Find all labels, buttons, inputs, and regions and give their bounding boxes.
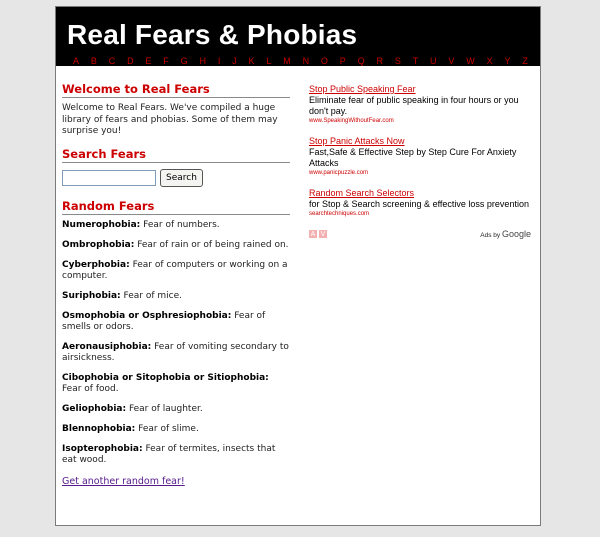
fear-item: [62, 260, 290, 282]
alpha-link-o[interactable]: O: [320, 56, 328, 66]
ad-item: [309, 136, 531, 177]
alpha-link-w[interactable]: W: [466, 56, 475, 66]
ad-prev-icon[interactable]: A: [310, 230, 316, 238]
alphabet-nav: [73, 56, 528, 66]
ads-by-google[interactable]: [480, 229, 531, 239]
fear-item: [62, 424, 290, 435]
ad-item: [309, 188, 531, 218]
alpha-link-d[interactable]: D: [127, 56, 134, 66]
search-form: [62, 169, 290, 187]
alpha-link-r[interactable]: R: [376, 56, 383, 66]
fear-item: [62, 444, 290, 466]
ads-list: [309, 84, 531, 218]
alpha-link-p[interactable]: P: [339, 56, 346, 66]
fear-description: Fear of numbers.: [140, 219, 220, 230]
ad-text: Eliminate fear of public speaking in four hours or you don't pay.: [309, 95, 519, 116]
random-fears-list: [62, 220, 290, 466]
fear-name[interactable]: Suriphobia:: [62, 290, 121, 301]
search-button[interactable]: Search: [160, 169, 203, 187]
alpha-link-s[interactable]: S: [394, 56, 401, 66]
alpha-link-v[interactable]: V: [448, 56, 455, 66]
fear-name[interactable]: Blennophobia:: [62, 423, 136, 434]
alpha-link-z[interactable]: Z: [522, 56, 528, 66]
ad-title-link[interactable]: Stop Public Speaking Fear: [309, 84, 416, 94]
fear-name[interactable]: Osmophobia or Osphresiophobia:: [62, 310, 232, 321]
fear-description: Fear of smells or odors.: [62, 310, 266, 332]
fear-item: [62, 311, 290, 333]
random-fears-heading: Random Fears: [62, 199, 290, 215]
fear-name[interactable]: Isopterophobia:: [62, 443, 143, 454]
alpha-link-f[interactable]: F: [163, 56, 169, 66]
ad-url[interactable]: searchtechniques.com: [309, 211, 370, 217]
google-logo: Google: [501, 229, 531, 239]
fear-description: Fear of vomiting secondary to airsickness.: [62, 341, 289, 363]
fear-description: Fear of food.: [62, 383, 119, 394]
fear-item: [62, 342, 290, 364]
alpha-link-c[interactable]: C: [108, 56, 116, 66]
fear-description: Fear of termites, insects that eat wood.: [62, 443, 276, 465]
ad-title-link[interactable]: Random Search Selectors: [309, 188, 415, 198]
ads-by-label: Ads by: [480, 232, 501, 239]
fear-item: [62, 291, 290, 302]
alpha-link-m[interactable]: M: [283, 56, 291, 66]
fear-name[interactable]: Geliophobia:: [62, 403, 127, 414]
ad-choices[interactable]: [309, 230, 327, 238]
alpha-link-t[interactable]: T: [412, 56, 419, 66]
fear-name[interactable]: Aeronausiphobia:: [62, 341, 152, 352]
ad-url[interactable]: www.panicpuzzle.com: [309, 170, 369, 176]
fear-description: Fear of slime.: [135, 423, 199, 434]
fear-description: Fear of laughter.: [126, 403, 203, 414]
fear-description: Fear of computers or working on a computer.: [62, 259, 288, 281]
alpha-link-k[interactable]: K: [248, 56, 255, 66]
ads-panel: [309, 84, 531, 239]
alpha-link-q[interactable]: Q: [357, 56, 365, 66]
ads-footer: [309, 229, 531, 239]
welcome-text: Welcome to Real Fears. We've compiled a huge library of fears and phobias. Some of them may surprise you!: [62, 103, 278, 136]
ad-next-icon[interactable]: V: [320, 230, 326, 238]
ad-text: for Stop & Search screening & effective loss prevention: [309, 199, 529, 209]
fear-name[interactable]: Cibophobia or Sitophobia or Sitiophobia:: [62, 372, 269, 383]
alpha-link-i[interactable]: I: [217, 56, 221, 66]
site-title[interactable]: Real Fears & Phobias: [67, 19, 358, 50]
page-container: [55, 6, 541, 526]
ad-url[interactable]: www.SpeakingWithoutFear.com: [309, 118, 394, 124]
search-input[interactable]: [62, 170, 156, 186]
alpha-link-l[interactable]: L: [266, 56, 272, 66]
alpha-link-h[interactable]: H: [199, 56, 206, 66]
fear-item: [62, 240, 290, 251]
welcome-heading: Welcome to Real Fears: [62, 82, 290, 98]
ad-text: Fast,Safe & Effective Step by Step Cure For Anxiety Attacks: [309, 147, 517, 168]
alpha-link-a[interactable]: A: [73, 56, 80, 66]
fear-name[interactable]: Ombrophobia:: [62, 239, 135, 250]
alpha-link-e[interactable]: E: [145, 56, 152, 66]
fear-description: Fear of mice.: [120, 290, 182, 301]
fear-item: [62, 220, 290, 231]
fear-item: [62, 373, 290, 395]
alpha-link-x[interactable]: X: [486, 56, 493, 66]
alpha-link-g[interactable]: G: [180, 56, 188, 66]
fear-description: Fear of rain or of being rained on.: [134, 239, 289, 250]
left-column: [62, 82, 290, 487]
site-header: [56, 7, 540, 66]
alpha-link-y[interactable]: Y: [504, 56, 511, 66]
ad-title-link[interactable]: Stop Panic Attacks Now: [309, 136, 405, 146]
alpha-link-b[interactable]: B: [90, 56, 97, 66]
fear-item: [62, 404, 290, 415]
another-fear-link[interactable]: Get another random fear!: [62, 475, 185, 487]
fear-name[interactable]: Cyberphobia:: [62, 259, 130, 270]
ad-item: [309, 84, 531, 125]
fear-name[interactable]: Numerophobia:: [62, 219, 141, 230]
alpha-link-j[interactable]: J: [232, 56, 237, 66]
alpha-link-u[interactable]: U: [430, 56, 437, 66]
alpha-link-n[interactable]: N: [302, 56, 310, 66]
search-heading: Search Fears: [62, 147, 290, 163]
